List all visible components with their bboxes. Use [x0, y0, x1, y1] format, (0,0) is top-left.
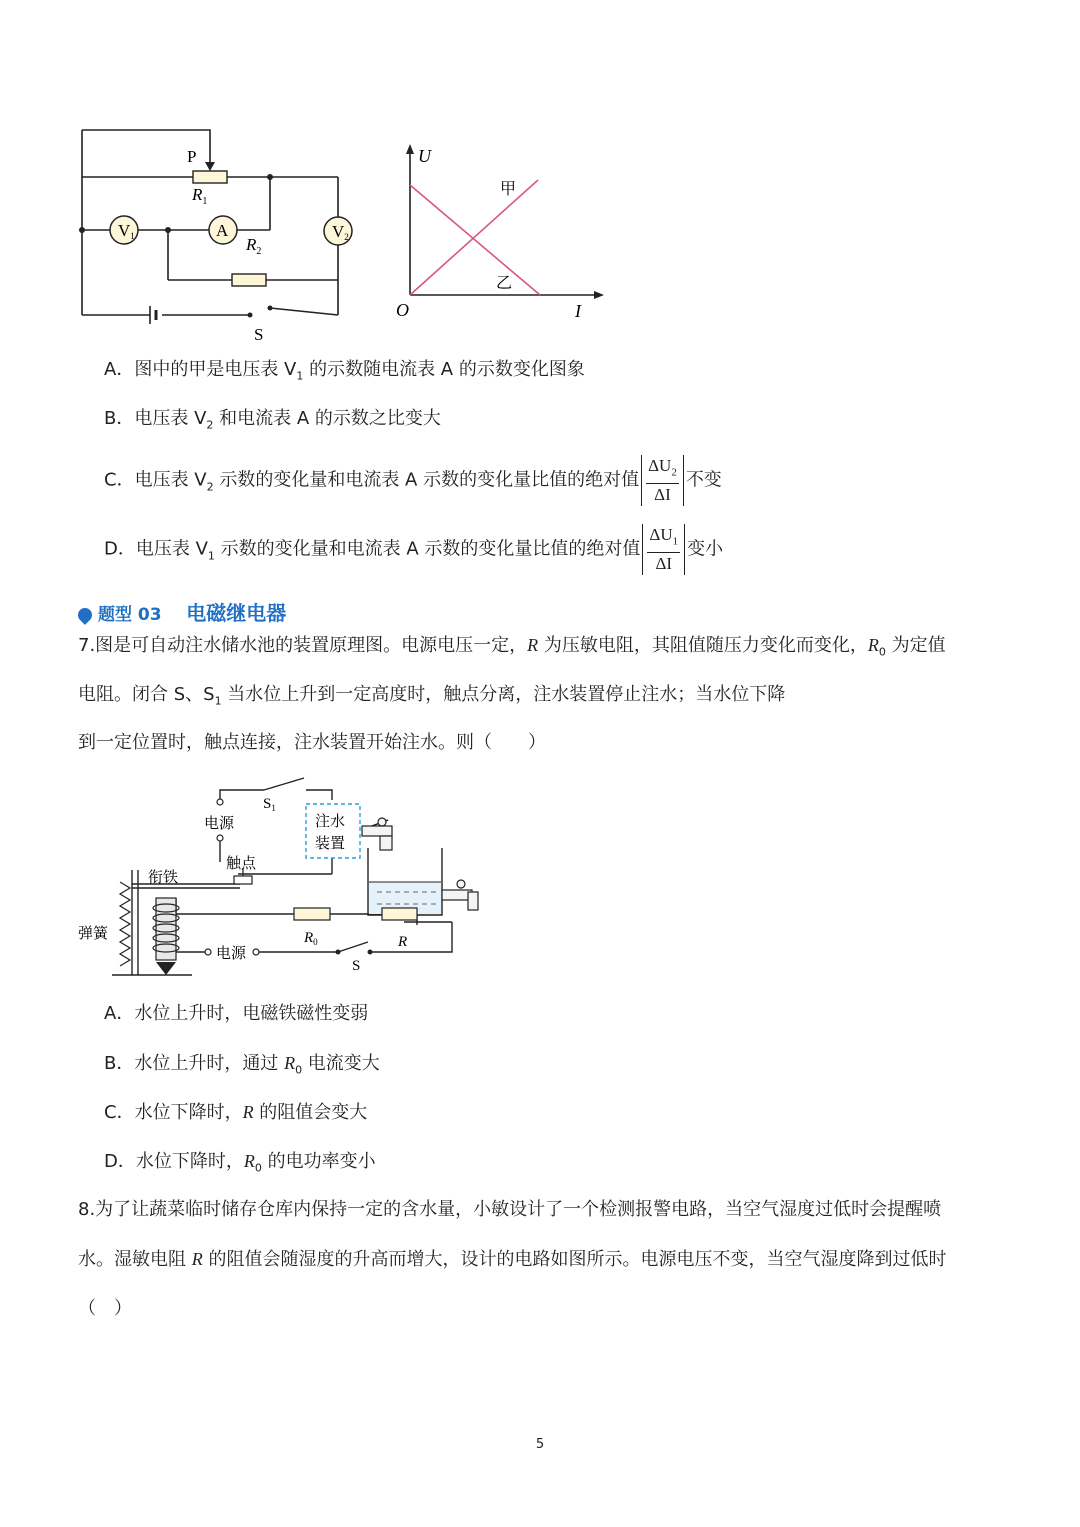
svg-text:触点: 触点	[226, 856, 257, 872]
slider-label: P	[187, 147, 197, 166]
section-title: 电磁继电器	[186, 601, 287, 625]
svg-text:R0: $R_0$	[304, 930, 318, 947]
page-number: 5	[535, 1437, 545, 1452]
svg-text:衔铁: 衔铁	[148, 870, 179, 886]
svg-text:R: R	[398, 934, 408, 950]
fraction-du1-di: $\frac{\Delta U_1}{\Delta I}$	[642, 524, 685, 575]
svg-text:装置: 装置	[315, 836, 346, 852]
q7-stem-line2: 电阻。闭合 S、$S_1$ 当水位上升到一定高度时，触点分离，注水装置停止注水；当水位下降	[78, 684, 786, 708]
tank-faucet-icon	[442, 880, 478, 910]
fraction-du2-di: $\frac{\Delta U_2}{\Delta I}$	[641, 455, 684, 506]
q6-option-b[interactable]: B．电压表 $V_2$ 和电流表 A 的示数之比变大	[104, 408, 441, 432]
svg-text:S1: $S_1$	[263, 796, 276, 813]
svg-text:O: O	[396, 300, 409, 320]
svg-text:注水: 注水	[315, 814, 346, 830]
svg-text:电源: 电源	[216, 946, 247, 962]
q6-option-d[interactable]: D．电压表 $V_1$ 示数的变化量和电流表 A 示数的变化量比值的绝对值 $\frac{\Delta U_1}{\Delta I}$ 变小	[104, 525, 724, 574]
r1-resistor	[193, 171, 227, 183]
q8-stem-line1: 8.为了让蔬菜临时储存仓库内保持一定的含水量，小敏设计了一个检测报警电路，当空气湿度过低时会提醒喷	[78, 1199, 942, 1220]
svg-text:R1: $R_1$	[192, 185, 208, 207]
svg-text:R2: $R_2$	[246, 235, 262, 257]
switch-label: S	[254, 325, 264, 344]
svg-text:乙: 乙	[496, 275, 513, 292]
svg-text:电源: 电源	[204, 816, 235, 832]
q6-ui-graph	[390, 140, 610, 325]
q7-option-b[interactable]: B．水位上升时，通过 $R_0$ 电流变大	[104, 1053, 380, 1077]
q7-option-d[interactable]: D．水位下降时，$R_0$ 的电功率变小	[104, 1151, 376, 1175]
q7-relay-diagram	[72, 770, 492, 985]
svg-text:弹簧: 弹簧	[78, 926, 109, 942]
svg-text:V2: V2	[332, 222, 349, 242]
svg-text:U: U	[418, 146, 431, 166]
faucet-icon	[362, 818, 392, 850]
location-pin-icon	[75, 605, 95, 625]
q7-option-a[interactable]: A．水位上升时，电磁铁磁性变弱	[104, 1003, 369, 1024]
svg-text:V1: V1	[118, 221, 135, 241]
q7-option-c[interactable]: C．水位下降时，R 的阻值会变大	[104, 1102, 368, 1123]
svg-text:I: I	[575, 301, 581, 321]
svg-text:A: A	[216, 221, 229, 240]
svg-text:甲: 甲	[500, 181, 517, 198]
svg-text:S: S	[352, 958, 361, 974]
q7-stem-line1: 7.图是可自动注水储水池的装置原理图。电源电压一定，R 为压敏电阻，其阻值随压力变化而变化，$R_0$ 为定值	[78, 635, 946, 659]
r2-resistor	[232, 274, 266, 286]
q6-circuit-diagram	[70, 120, 370, 350]
section-tag: 题型 03	[98, 605, 162, 625]
q7-stem-line3: 到一定位置时，触点连接，注水装置开始注水。则（ ）	[78, 732, 546, 753]
q8-stem-line3: （ ）	[78, 1298, 132, 1319]
q6-option-c[interactable]: C．电压表 $V_2$ 示数的变化量和电流表 A 示数的变化量比值的绝对值 $\frac{\Delta U_2}{\Delta I}$ 不变	[104, 456, 722, 505]
section-header	[78, 597, 286, 626]
q8-stem-line2: 水。湿敏电阻 R 的阻值会随湿度的升高而增大，设计的电路如图所示。电源电压不变，当空气湿度降到过低时	[78, 1249, 947, 1270]
q6-option-a[interactable]: A．图中的甲是电压表 $V_1$ 的示数随电流表 A 的示数变化图象	[104, 359, 585, 383]
